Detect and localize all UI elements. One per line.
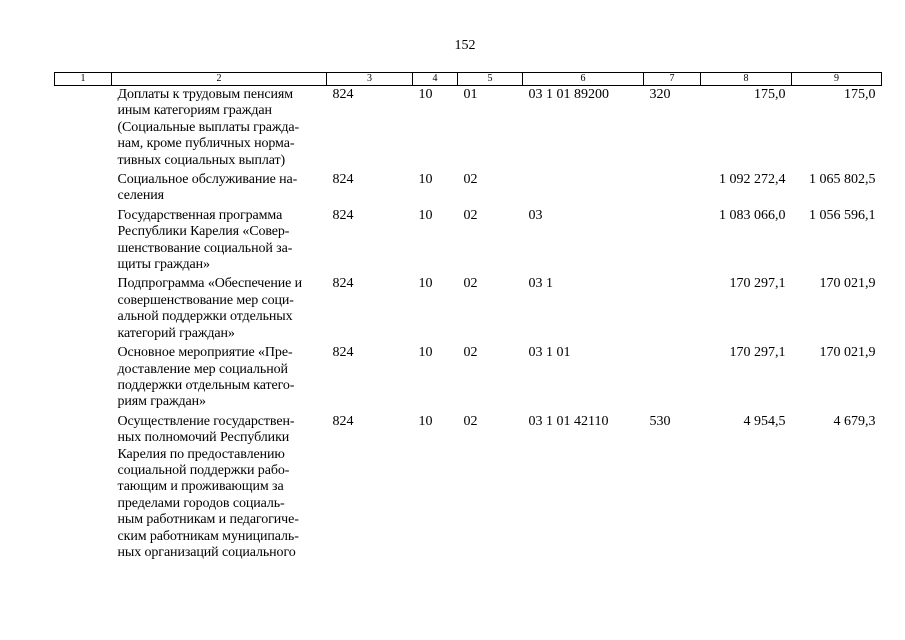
expense-type-cell: 320	[649, 87, 671, 102]
subsection-code-cell: 02	[463, 345, 478, 361]
amount-cell-8: 4 954,5	[743, 413, 786, 429]
ministry-code-cell: 824	[332, 276, 354, 292]
item-name-line: щиты граждан»	[117, 257, 210, 273]
item-name-line: совершенствование мер соци-	[117, 292, 294, 308]
section-code-cell: 10	[418, 413, 433, 429]
item-name-line: Карелия по предоставлению	[117, 446, 285, 462]
ministry-code-cell: 824	[332, 413, 354, 429]
amount-cell-9: 1 056 596,1	[809, 207, 876, 223]
target-article-cell: 03 1	[528, 276, 553, 292]
expense-type-cell	[644, 169, 701, 205]
item-name-line: альной поддержки отдельных	[117, 309, 293, 325]
column-header: 9	[792, 73, 882, 86]
item-name-line: нам, кроме публичных норма-	[117, 136, 295, 152]
table-header-row	[55, 73, 882, 86]
target-article-cell: 03 1 01	[528, 345, 571, 361]
row-number-cell	[55, 273, 112, 342]
item-name-line: тивных социальных выплат)	[117, 152, 286, 168]
amount-cell-9: 1 065 802,5	[809, 172, 876, 188]
item-name-line: Социальное обслуживание на-	[117, 172, 298, 188]
budget-table	[54, 72, 882, 561]
subsection-code-cell: 02	[463, 207, 478, 223]
item-name-cell	[112, 169, 327, 205]
column-header: 3	[327, 73, 413, 86]
table-row	[55, 86, 882, 170]
item-name-line: иным категориям граждан	[117, 103, 272, 119]
section-code-cell: 10	[418, 207, 433, 223]
target-article-cell: 03	[528, 207, 543, 223]
row-number-cell	[55, 411, 112, 562]
column-header: 7	[644, 73, 701, 86]
item-name-line: пределами городов социаль-	[117, 495, 285, 511]
table-row	[55, 273, 882, 342]
table-row	[55, 342, 882, 411]
column-header: 8	[701, 73, 792, 86]
amount-cell-8: 170 297,1	[729, 345, 786, 361]
amount-cell-8: 1 083 066,0	[719, 207, 786, 223]
amount-cell-9: 170 021,9	[819, 345, 876, 361]
subsection-code-cell: 01	[463, 87, 478, 102]
item-name-cell	[112, 411, 327, 562]
item-name-line: Республики Карелия «Совер-	[117, 224, 290, 240]
item-name-line: Подпрограмма «Обеспечение и	[117, 276, 303, 292]
ministry-code-cell: 824	[332, 345, 354, 361]
column-header: 1	[55, 73, 112, 86]
item-name-line: ных полномочий Республики	[117, 430, 290, 446]
table-row	[55, 205, 882, 274]
item-name-line: поддержки отдельным катего-	[117, 377, 295, 393]
item-name-cell	[112, 342, 327, 411]
section-code-cell: 10	[418, 276, 433, 292]
section-code-cell: 10	[418, 172, 433, 188]
item-name-line: Осуществление государствен-	[117, 413, 295, 429]
item-name-line: шенствование социальной за-	[117, 240, 293, 256]
item-name-cell	[112, 86, 327, 170]
page-number: 152	[454, 38, 476, 53]
target-article-cell: 03 1 01 89200	[528, 87, 609, 102]
section-code-cell: 10	[418, 87, 433, 102]
ministry-code-cell: 824	[332, 172, 354, 188]
item-name-line: риям граждан»	[117, 394, 206, 410]
row-number-cell	[55, 86, 112, 170]
item-name-line: Государственная программа	[117, 207, 283, 223]
column-header: 4	[413, 73, 458, 86]
subsection-code-cell: 02	[463, 172, 478, 188]
amount-cell-8: 1 092 272,4	[719, 172, 786, 188]
row-number-cell	[55, 205, 112, 274]
ministry-code-cell: 824	[332, 207, 354, 223]
item-name-cell	[112, 273, 327, 342]
amount-cell-9: 175,0	[844, 87, 876, 102]
expense-type-cell	[644, 273, 701, 342]
item-name-line: ных организаций социального	[117, 544, 296, 560]
item-name-line: доставление мер социальной	[117, 361, 288, 377]
expense-type-cell	[644, 205, 701, 274]
column-header: 6	[523, 73, 644, 86]
table-row	[55, 169, 882, 205]
table-row	[55, 411, 882, 562]
item-name-line: ским работникам муниципаль-	[117, 528, 299, 544]
item-name-line: ным работникам и педагогиче-	[117, 512, 299, 528]
expense-type-cell: 530	[649, 413, 671, 429]
item-name-line: социальной поддержки рабо-	[117, 462, 290, 478]
section-code-cell: 10	[418, 345, 433, 361]
amount-cell-9: 4 679,3	[833, 413, 876, 429]
item-name-line: Основное мероприятие «Пре-	[117, 345, 293, 361]
target-article-cell: 03 1 01 42110	[528, 413, 609, 429]
subsection-code-cell: 02	[463, 413, 478, 429]
item-name-line: категорий граждан»	[117, 325, 235, 341]
item-name-line: Доплаты к трудовым пенсиям	[117, 87, 294, 102]
amount-cell-8: 170 297,1	[729, 276, 786, 292]
column-header: 2	[112, 73, 327, 86]
target-article-cell	[523, 169, 644, 205]
subsection-code-cell: 02	[463, 276, 478, 292]
amount-cell-8: 175,0	[754, 87, 786, 102]
row-number-cell	[55, 169, 112, 205]
amount-cell-9: 170 021,9	[819, 276, 876, 292]
item-name-line: тающим и проживающим за	[117, 479, 284, 495]
expense-type-cell	[644, 342, 701, 411]
column-header: 5	[458, 73, 523, 86]
ministry-code-cell: 824	[332, 87, 354, 102]
item-name-line: (Социальные выплаты гражда-	[117, 119, 300, 135]
row-number-cell	[55, 342, 112, 411]
item-name-cell	[112, 205, 327, 274]
item-name-line: селения	[117, 188, 165, 204]
